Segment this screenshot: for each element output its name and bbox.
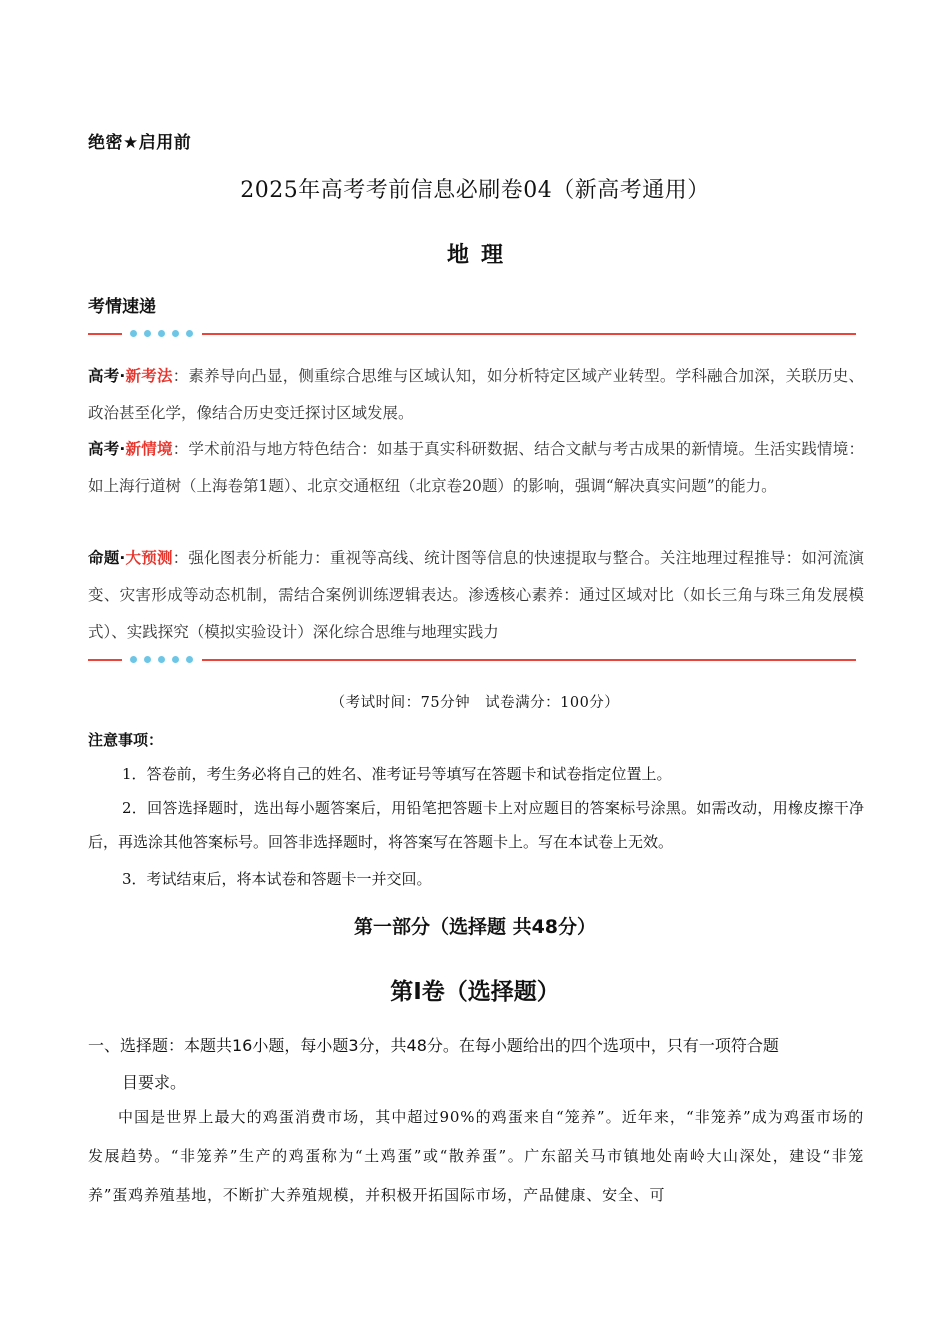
notice-item-text: 考试结束后，将本试卷和答题卡一并交回。	[146, 870, 432, 888]
question-intro-line2: 目要求。	[122, 1073, 187, 1092]
exam-time-and-score: （考试时间：75分钟 试卷满分：100分）	[330, 695, 620, 711]
overview-item-body: ：强化图表分析能力：重视等高线、统计图等信息的快速提取与整合。关注地理过程推导：如河流演变、灾害形成等动态机制，需结合案例训练逻辑表达。渗透核心素养：通过区域对比（如长三角与珠三角发展模式）、实践探究（模拟实验设计）深化综合思维与地理实践力	[88, 549, 864, 641]
overview-item-lead: 高考·	[88, 440, 126, 458]
overview-item-body: ：学术前沿与地方特色结合：如基于真实科研数据、结合文献与考古成果的新情境。生活实践情境：如上海行道树（上海卷第1题）、北京交通枢纽（北京卷20题）的影响，强调“解决真实问题”的能力。	[88, 440, 864, 495]
divider-line-right	[202, 333, 856, 335]
overview-item-new-context	[88, 431, 864, 505]
overview-item-lead: 命题·	[88, 549, 126, 567]
divider-dot	[158, 330, 165, 337]
divider-top	[88, 329, 856, 339]
notice-item-text: 答卷前，考生务必将自己的姓名、准考证号等填写在答题卡和试卷指定位置上。	[146, 765, 672, 783]
exam-title: 2025年高考考前信息必刷卷04（新高考通用）	[240, 178, 710, 203]
divider-dot	[186, 656, 193, 663]
notice-item-text: 回答选择题时，选出每小题答案后，用铅笔把答题卡上对应题目的答案标号涂黑。如需改动，用橡皮擦干净后，再选涂其他答案标号。回答非选择题时，将答案写在答题卡上。写在本试卷上无效。	[88, 799, 864, 851]
divider-dot	[172, 656, 179, 663]
overview-item-new-method	[88, 358, 864, 432]
divider-dot	[172, 330, 179, 337]
divider-dot	[130, 656, 137, 663]
reading-passage: 中国是世界上最大的鸡蛋消费市场，其中超过90%的鸡蛋来自“笼养”。近年来，“非笼养”成为鸡蛋市场的发展趋势。“非笼养”生产的鸡蛋称为“土鸡蛋”或“散养蛋”。广东韶关马市镇地处南岭大山深处，建设“非笼养”蛋鸡养殖基地，不断扩大养殖规模，并积极开拓国际市场，产品健康、安全、可	[88, 1108, 864, 1204]
divider-line-left	[88, 659, 122, 661]
overview-item-lead: 高考·	[88, 367, 126, 385]
notice-item	[88, 791, 864, 859]
divider-line-right	[202, 659, 856, 661]
subject-title: 地理	[446, 243, 515, 268]
notice-item-number: 3．	[122, 870, 147, 888]
notice-item-number: 1．	[122, 765, 147, 783]
notice-title: 注意事项：	[88, 731, 164, 749]
divider-dot	[130, 330, 137, 337]
divider-dot	[144, 330, 151, 337]
overview-item-highlight: 新情境	[125, 440, 173, 458]
volume-title: 第Ⅰ卷（选择题）	[390, 979, 560, 1005]
divider-dot	[158, 656, 165, 663]
divider-dot	[186, 330, 193, 337]
notice-item	[88, 862, 864, 896]
part-title: 第一部分（选择题 共48分）	[353, 916, 597, 938]
overview-section-title: 考情速递	[88, 297, 156, 317]
divider-dot	[144, 656, 151, 663]
divider-line-left	[88, 333, 122, 335]
notice-item	[88, 757, 864, 791]
overview-item-prediction	[88, 540, 864, 651]
overview-item-highlight: 大预测	[125, 549, 173, 567]
notice-item-number: 2．	[122, 799, 148, 817]
secret-mark: 绝密★启用前	[88, 133, 192, 153]
question-section-intro	[88, 1027, 864, 1101]
question-intro-line1: 一、选择题：本题共16小题，每小题3分，共48分。在每小题给出的四个选项中，只有一项符合题	[88, 1036, 779, 1055]
overview-item-highlight: 新考法	[125, 367, 173, 385]
divider-bottom	[88, 655, 856, 665]
overview-item-body: ：素养导向凸显，侧重综合思维与区域认知，如分析特定区域产业转型。学科融合加深，关联历史、政治甚至化学，像结合历史变迁探讨区域发展。	[88, 367, 864, 422]
